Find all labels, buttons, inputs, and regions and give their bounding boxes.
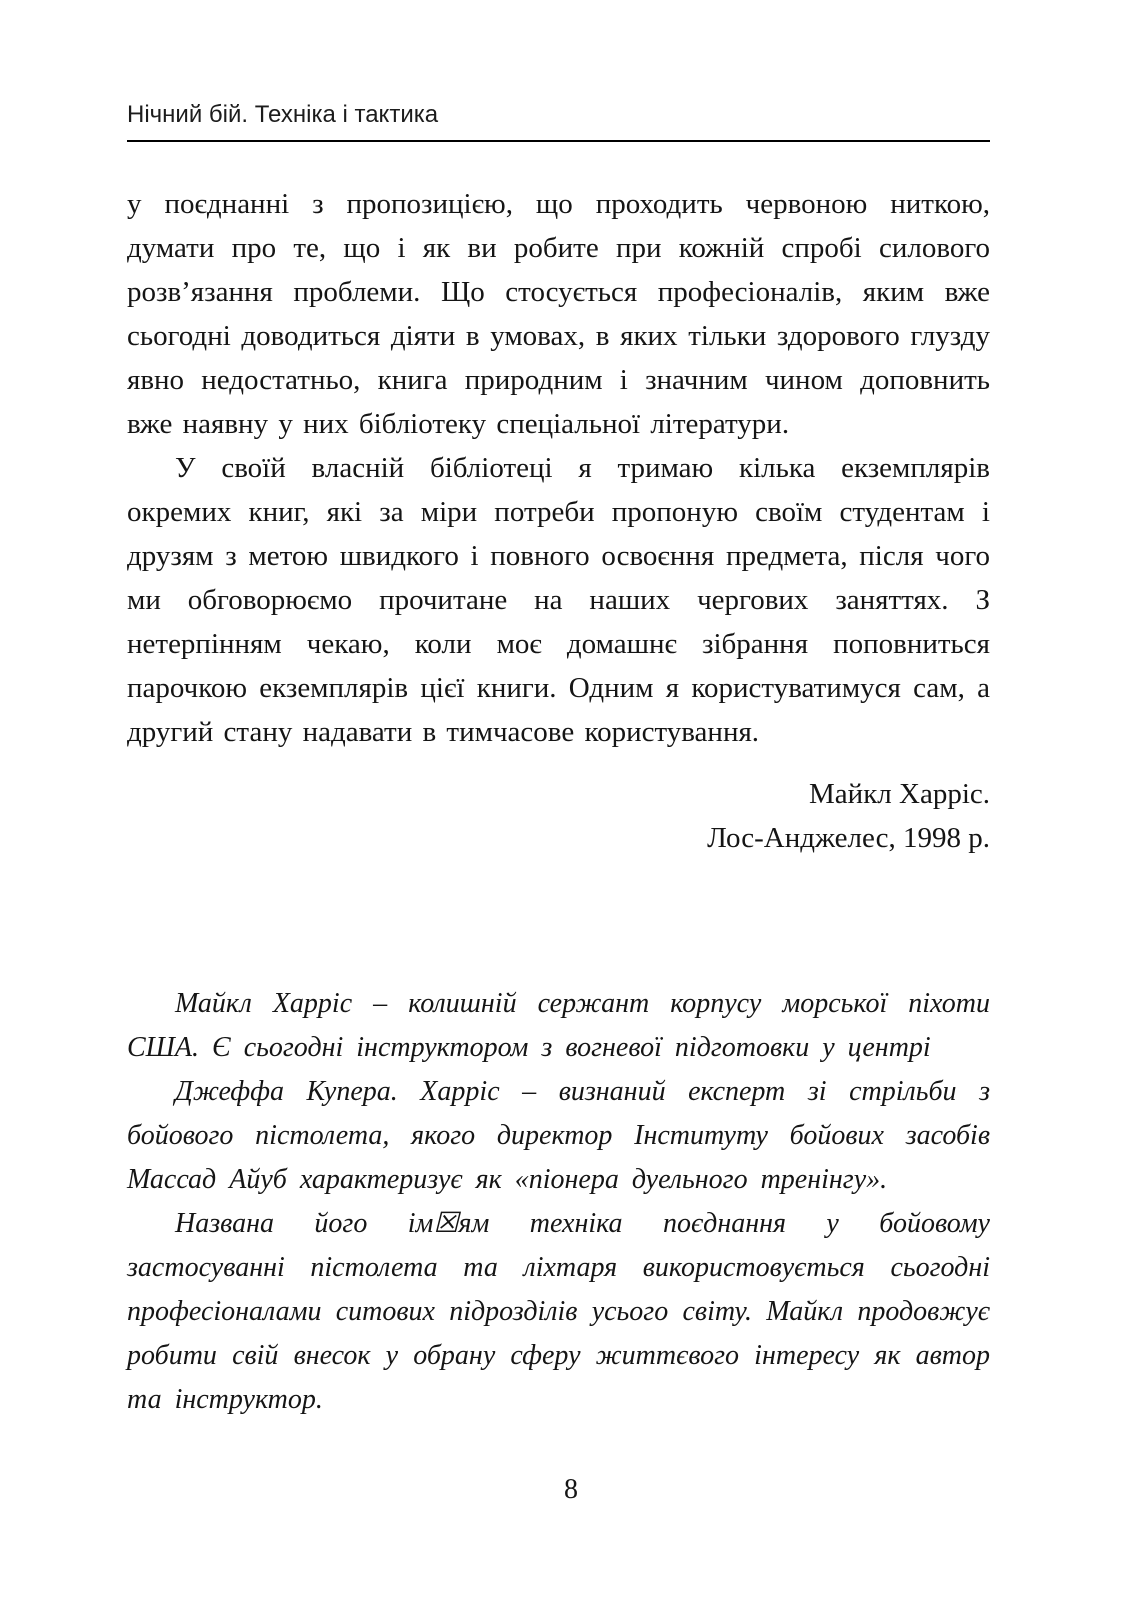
running-header [127,100,990,142]
signature-place-date: Лос-Анджелес, 1998 р. [707,822,990,854]
body-paragraph: У своїй власній бібліотеці я тримаю кілька екземплярів окремих книг, які за міри потреби пропоную своїм студентам і друзям з метою швидкого і повного освоєння предмета, після чого ми обговорюємо прочитане на наших чергових заняттях. З нетерпінням чекаю, коли моє домашнє зібрання поповниться парочкою екземплярів цієї книги. Одним я користуватимуся сам, а другий стану надавати в тимчасове користування. [127,452,990,748]
page-content [127,182,990,1422]
author-bio [127,982,990,1422]
bio-paragraph: Названа його ім☒ям техніка поєднання у бойовому застосуванні пістолета та ліхтаря використовується сьогодні професіоналами ситових підрозділів усього світу. Майкл продовжує робити свій внесок у обрану сферу життєвого інтересу як автор та інструктор. [127,1208,990,1415]
bio-paragraph: Джеффа Купера. Харріс – визнаний експерт зі стрільби з бойового пістолета, якого директор Інституту бойових засобів Массад Айуб характеризує як «піонера дуельного тренінгу». [127,1076,990,1195]
bio-paragraph: Майкл Харріс – колишній сержант корпусу морської піхоти США. Є сьогодні інструктором з вогневої підготовки у центрі [127,988,990,1063]
signature-block [127,772,990,860]
body-paragraph: у поєднанні з пропозицією, що проходить червоною ниткою, думати про те, що і як ви робите при кожній спробі силового розв’язання проблеми. Що стосується професіоналів, яким вже сьогодні доводиться діяти в умовах, в яких тільки здорового глузду явно недостатньо, книга природним і значним чином доповнить вже наявну у них бібліотеку спеціальної літератури. [127,188,990,440]
running-header-title: Нічний бій. Техніка і тактика [127,101,439,128]
page-number: 8 [564,1474,578,1505]
signature-name: Майкл Харріс. [809,778,990,810]
